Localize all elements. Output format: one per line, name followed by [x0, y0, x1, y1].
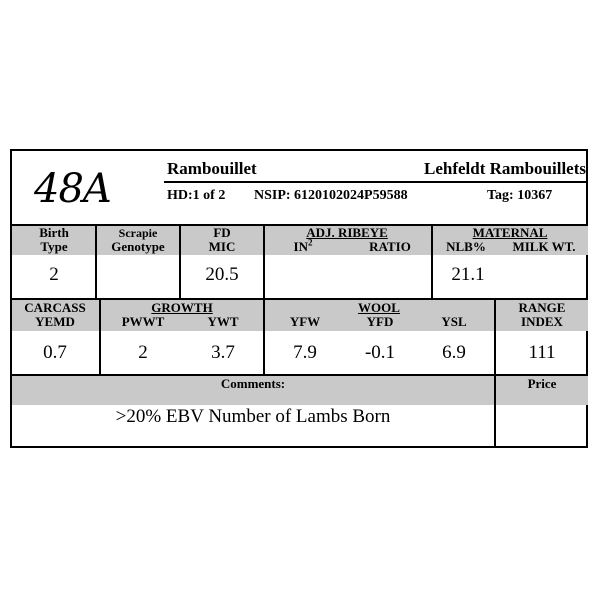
divider	[95, 226, 97, 298]
pwwt-value: 2	[138, 342, 148, 363]
pwwt-label: PWWT	[121, 314, 165, 329]
divider	[263, 300, 265, 374]
carcass-yemd-value: 0.7	[43, 342, 67, 363]
header-underline	[164, 181, 588, 183]
ribeye-ratio-label: RATIO	[369, 239, 411, 254]
lot-number: 48A	[34, 166, 111, 212]
growth-group-label: GROWTH	[151, 300, 213, 315]
maternal-group-label: MATERNAL	[472, 225, 548, 240]
birth-type-label: Birth Type	[39, 225, 69, 254]
range-index-label: RANGE INDEX	[518, 300, 566, 329]
comments-value: >20% EBV Number of Lambs Born	[115, 406, 391, 427]
tag-number: Tag: 10367	[487, 188, 553, 203]
ywt-label: YWT	[207, 314, 239, 329]
birth-type-value: 2	[49, 264, 59, 285]
divider	[494, 300, 496, 374]
range-index-value: 111	[528, 342, 556, 363]
ysl-value: 6.9	[442, 342, 466, 363]
nlb-value: 21.1	[451, 264, 485, 285]
divider	[494, 376, 496, 448]
scrapie-label: Scrapie Genotype	[111, 226, 165, 254]
ywt-value: 3.7	[211, 342, 235, 363]
nsip-number: NSIP: 6120102024P59588	[254, 188, 408, 203]
carcass-yemd-label: CARCASS YEMD	[24, 300, 86, 329]
fd-mic-value: 20.5	[205, 264, 239, 285]
wool-group-label: WOOL	[358, 300, 400, 315]
ysl-label: YSL	[441, 314, 467, 329]
fd-mic-label: FD MIC	[208, 225, 236, 254]
nlb-label: NLB%	[446, 239, 486, 254]
divider	[99, 300, 101, 374]
milk-wt-label: MILK WT.	[512, 239, 576, 254]
yfw-value: 7.9	[293, 342, 317, 363]
price-label: Price	[527, 376, 557, 391]
divider	[263, 226, 265, 298]
hd-count: HD:1 of 2	[167, 188, 226, 203]
comments-label: Comments:	[220, 376, 286, 391]
yfw-label: YFW	[289, 314, 321, 329]
breeder-name: Lehfeldt Rambouillets	[424, 159, 586, 178]
divider	[179, 226, 181, 298]
yfd-label: YFD	[366, 314, 394, 329]
ribeye-in2-label: $IN^2$	[293, 237, 313, 254]
divider	[431, 226, 433, 298]
lot-card	[10, 149, 588, 448]
yfd-value: -0.1	[364, 342, 396, 363]
ribeye-group-label: ADJ. RIBEYE	[306, 225, 388, 240]
breed-name: Rambouillet	[167, 159, 257, 178]
